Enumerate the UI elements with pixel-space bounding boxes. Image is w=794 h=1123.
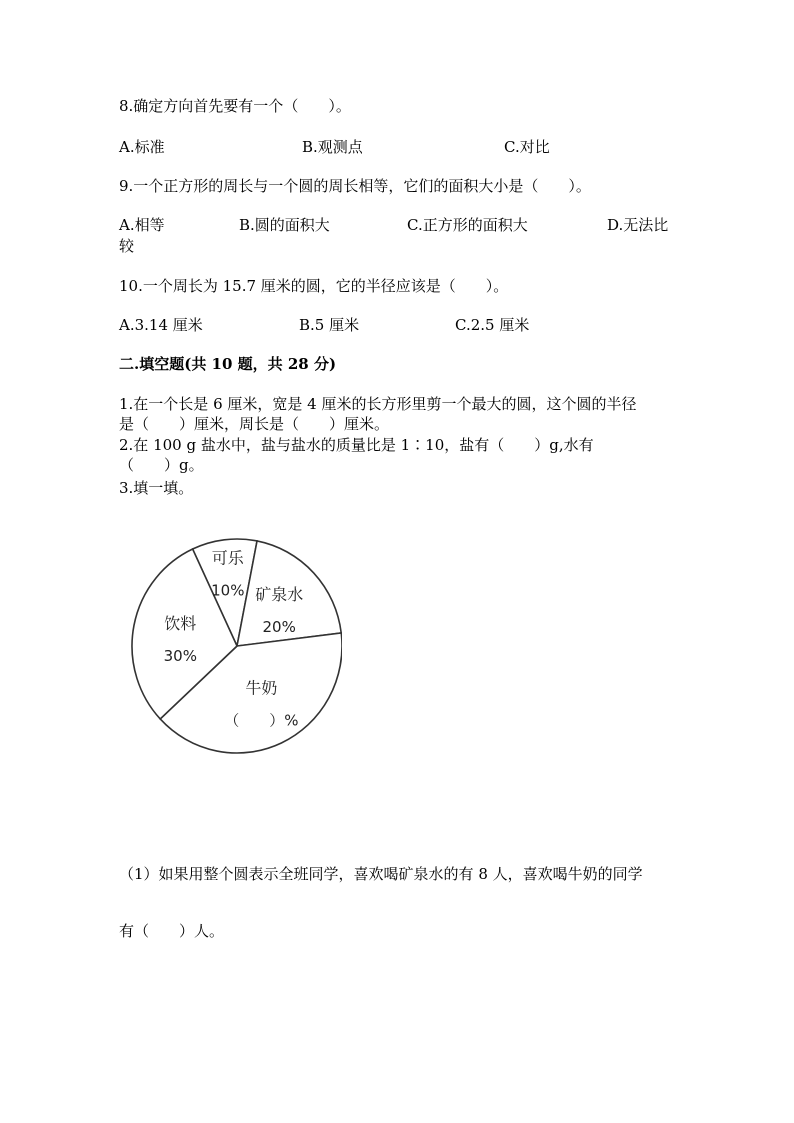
- option-b: B.观测点: [302, 138, 363, 156]
- fill-1-line-1: 1.在一个长是 6 厘米，宽是 4 厘米的长方形里剪一个最大的圆，这个圆的半径: [119, 395, 637, 413]
- pie-slice-value: （ ）%: [224, 711, 299, 730]
- option-b: B.5 厘米: [299, 316, 360, 334]
- option-c: C.2.5 厘米: [455, 316, 530, 334]
- fill-3-line-1: 3.填一填。: [119, 479, 194, 497]
- sub-question-1-line-2: 有（ ）人。: [119, 922, 225, 940]
- option-d-wrap: 较: [119, 237, 135, 255]
- option-a: A.标准: [119, 138, 165, 156]
- option-c: C.正方形的面积大: [407, 216, 528, 234]
- pie-slice-value: 30%: [163, 646, 197, 665]
- pie-slice-value: 20%: [262, 617, 296, 636]
- fill-1-line-2: 是（ ）厘米，周长是（ ）厘米。: [119, 415, 390, 433]
- option-d: D.无法比: [607, 216, 669, 234]
- fill-2-line-2: （ ）g。: [119, 456, 204, 474]
- option-a: A.3.14 厘米: [119, 316, 203, 334]
- pie-slice-value: 10%: [211, 581, 245, 600]
- sub-question-1-line-1: （1）如果用整个圆表示全班同学，喜欢喝矿泉水的有 8 人，喜欢喝牛奶的同学: [119, 865, 643, 883]
- option-b: B.圆的面积大: [239, 216, 330, 234]
- option-c: C.对比: [504, 138, 550, 156]
- pie-slice-label: 矿泉水: [255, 584, 304, 604]
- question-8-stem: 8.确定方向首先要有一个（ ）。: [119, 97, 351, 115]
- section-title: 二.填空题(共 10 题，共 28 分): [119, 355, 337, 373]
- pie-slice-label: 牛奶: [245, 678, 278, 698]
- pie-chart: [128, 530, 342, 754]
- pie-slice-label: 饮料: [164, 613, 197, 633]
- option-a: A.相等: [119, 216, 165, 234]
- question-9-stem: 9.一个正方形的周长与一个圆的周长相等，它们的面积大小是（ ）。: [119, 177, 591, 195]
- fill-2-line-1: 2.在 100 g 盐水中，盐与盐水的质量比是 1∶10，盐有（ ）g,水有: [119, 436, 594, 454]
- question-10-stem: 10.一个周长为 15.7 厘米的圆，它的半径应该是（ ）。: [119, 277, 509, 295]
- pie-slice-label: 可乐: [211, 548, 244, 568]
